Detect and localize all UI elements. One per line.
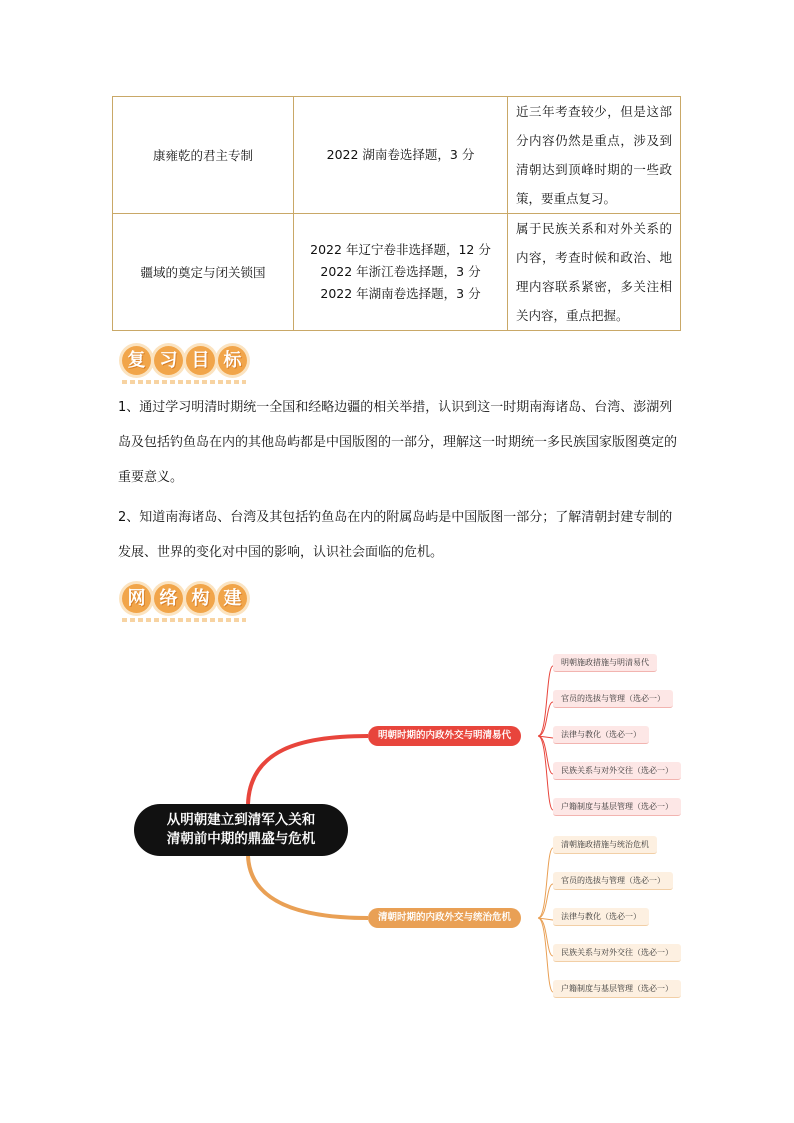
topic-cell: 康雍乾的君主专制: [113, 97, 294, 214]
heading-char: 网: [122, 584, 151, 613]
heading-char: 习: [154, 346, 183, 375]
mind-map-connectors: [0, 640, 794, 1020]
review-goal-item: 1、通过学习明清时期统一全国和经略边疆的相关举措，认识到这一时期南海诸岛、台湾、澎湖列岛及包括钓鱼岛在内的其他岛屿都是中国版图的一部分，理解这一时期统一多民族国家版图奠定的重要意义。: [118, 400, 678, 485]
center-line: 从明朝建立到清军入关和: [166, 812, 316, 828]
connector-ming: [248, 736, 368, 804]
leaf-node: 户籍制度与基层管理（选必一）: [553, 798, 681, 816]
exam-cell: [294, 214, 508, 331]
mind-map-center-node: [134, 804, 348, 856]
exam-entry: 2022 湖南卷选择题，3 分: [326, 147, 475, 162]
leaf-node: 户籍制度与基层管理（选必一）: [553, 980, 681, 998]
heading-underline: [122, 380, 246, 384]
heading-char: 复: [122, 346, 151, 375]
review-goal-item: 2、知道南海诸岛、台湾及其包括钓鱼岛在内的附属岛屿是中国版图一部分；了解清朝封建专制的发展、世界的变化对中国的影响，认识社会面临的危机。: [118, 510, 673, 560]
table-row: [113, 97, 681, 214]
leaf-node: 清朝施政措施与统治危机: [553, 836, 657, 854]
heading-char: 标: [218, 346, 247, 375]
review-goals-heading: [122, 346, 247, 386]
exam-entry: 2022 年湖南卷选择题，3 分: [320, 286, 481, 301]
leaf-node: 法律与教化（选必一）: [553, 908, 649, 926]
leaf-node: 法律与教化（选必一）: [553, 726, 649, 744]
topic-cell: 疆域的奠定与闭关锁国: [113, 214, 294, 331]
connector-qing: [248, 856, 368, 918]
note-cell: 近三年考查较少，但是这部分内容仍然是重点，涉及到清朝达到顶峰时期的一些政策，要重点复习。: [508, 97, 681, 214]
center-line: 清朝前中期的鼎盛与危机: [166, 831, 316, 847]
exam-entry: 2022 年浙江卷选择题，3 分: [320, 264, 481, 279]
heading-char: 络: [154, 584, 183, 613]
heading-underline: [122, 618, 246, 622]
note-cell: 属于民族关系和对外关系的内容，考查时候和政治、地理内容联系紧密，多关注相关内容，重点把握。: [508, 214, 681, 331]
heading-char: 建: [218, 584, 247, 613]
branch-qing: 清朝时期的内政外交与统治危机: [368, 908, 521, 928]
exam-entry: 2022 年辽宁卷非选择题，12 分: [310, 242, 491, 257]
heading-char: 构: [186, 584, 215, 613]
branch-ming: 明朝时期的内政外交与明清易代: [368, 726, 521, 746]
leaf-node: 明朝施政措施与明清易代: [553, 654, 657, 672]
leaf-node: 民族关系与对外交往（选必一）: [553, 944, 681, 962]
mind-map: [0, 640, 794, 1020]
table-row: [113, 214, 681, 331]
heading-char: 目: [186, 346, 215, 375]
leaf-node: 官员的选拔与管理（选必一）: [553, 872, 673, 890]
exam-cell: [294, 97, 508, 214]
exam-analysis-table: [112, 96, 681, 331]
leaf-node: 民族关系与对外交往（选必一）: [553, 762, 681, 780]
network-building-heading: [122, 584, 247, 624]
leaf-node: 官员的选拔与管理（选必一）: [553, 690, 673, 708]
